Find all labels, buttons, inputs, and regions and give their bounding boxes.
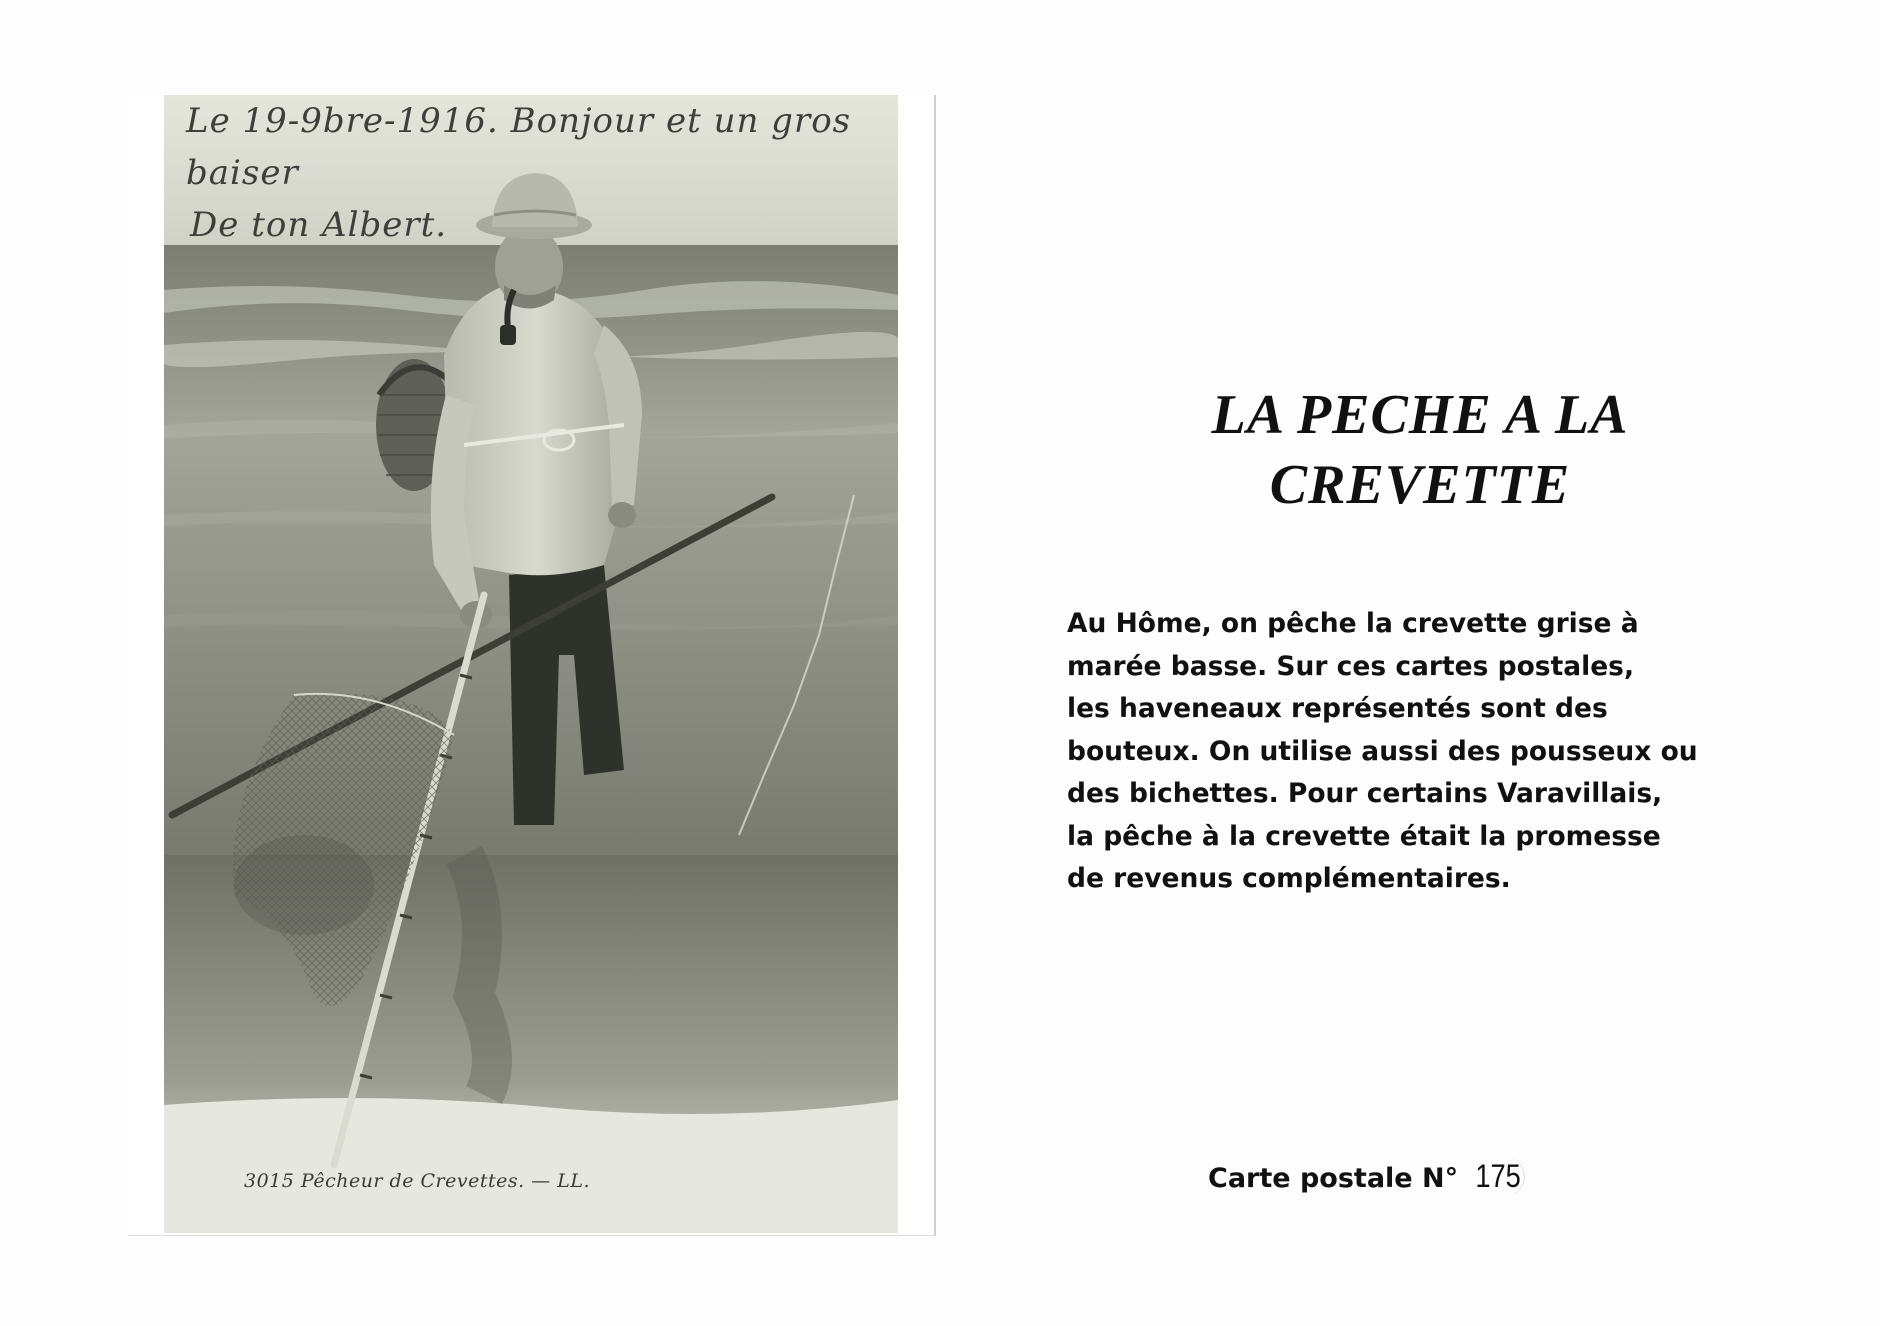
postcard-frame xyxy=(128,95,936,1236)
title-line-2: CREVETTE xyxy=(1269,454,1571,516)
page-title xyxy=(1120,380,1720,520)
handwritten-message xyxy=(186,95,886,251)
body-line: bouteux. On utilise aussi des pousseux ou xyxy=(1067,735,1698,767)
card-number-label: Carte postale N° xyxy=(1208,1163,1459,1194)
body-line: des bichettes. Pour certains Varavillais, xyxy=(1067,778,1663,809)
body-line: marée basse. Sur ces cartes postales, xyxy=(1067,650,1635,682)
body-line: les haveneaux représentés sont des xyxy=(1067,693,1608,724)
card-number xyxy=(1208,1158,1534,1195)
postcard-illustration xyxy=(164,95,898,1233)
postcard-photo xyxy=(164,95,898,1233)
card-number-value: 175 xyxy=(1472,1158,1525,1195)
description-text xyxy=(1067,603,1787,901)
title-line-1: LA PECHE A LA xyxy=(1211,384,1629,446)
postcard-caption: 3015 Pêcheur de Crevettes. — LL. xyxy=(244,1170,590,1192)
handwriting-line-2: De ton Albert. xyxy=(190,205,448,245)
body-line: Au Hôme, on pêche la crevette grise à xyxy=(1067,608,1639,639)
body-line: de revenus complémentaires. xyxy=(1067,863,1511,894)
handwriting-line-1: Le 19-9bre-1916. Bonjour et un gros baiser xyxy=(186,101,852,193)
body-line: la pêche à la crevette était la promesse xyxy=(1067,820,1661,852)
